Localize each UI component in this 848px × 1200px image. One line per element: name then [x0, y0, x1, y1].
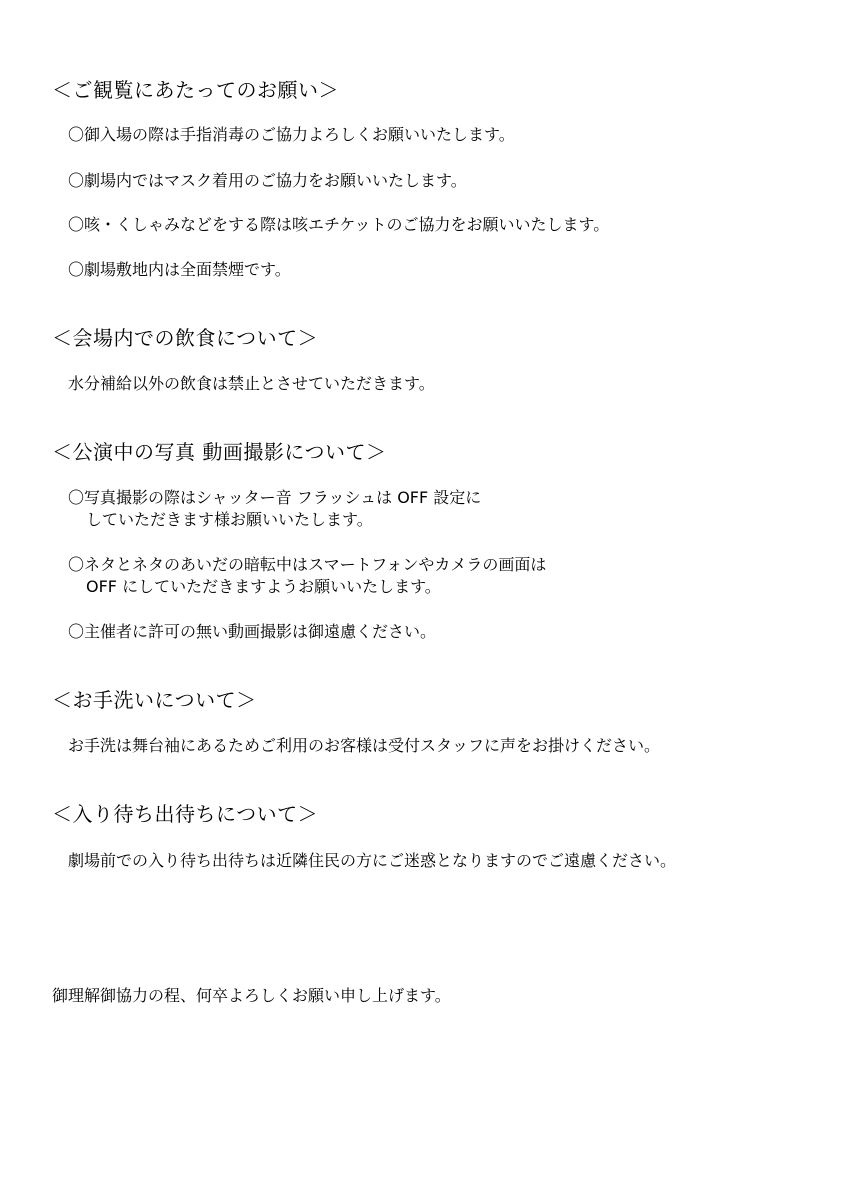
item-cough-etiquette: 〇咳・くしゃみなどをする際は咳エチケットのご協力をお願いいたします。	[68, 215, 610, 234]
item-photo-shutter	[68, 487, 481, 531]
food-rule-text: 水分補給以外の飲食は禁止とさせていただきます。	[68, 374, 435, 393]
item-blackout-screens-line1: 〇ネタとネタのあいだの暗転中はスマートフォンやカメラの画面は	[68, 555, 547, 574]
item-photo-shutter-line2: していただきます様お願いいたします。	[86, 510, 373, 529]
item-mask: 〇劇場内ではマスク着用のご協力をお願いいたします。	[68, 171, 467, 190]
section-heading-waiting: ＜入り待ち出待ちについて＞	[52, 802, 319, 826]
item-blackout-screens	[68, 554, 546, 598]
item-blackout-screens-line2: OFF にしていただきますようお願いいたします。	[86, 577, 441, 596]
section-heading-viewing: ＜ご観覧にあたってのお願い＞	[52, 78, 339, 102]
item-hand-sanitizing: 〇御入場の際は手指消毒のご協力よろしくお願いいたします。	[68, 125, 515, 144]
section-heading-photo: ＜公演中の写真 動画撮影について＞	[52, 440, 387, 464]
item-no-video	[68, 621, 436, 643]
waiting-text: 劇場前での入り待ち出待ちは近隣住民の方にご迷惑となりますのでご遠慮ください。	[68, 851, 677, 870]
section-heading-food: ＜会場内での飲食について＞	[52, 326, 319, 350]
item-photo-shutter-line1: 〇写真撮影の際はシャッター音 フラッシュは OFF 設定に	[68, 488, 482, 507]
item-no-video-line1: 〇主催者に許可の無い動画撮影は御遠慮ください。	[68, 622, 437, 641]
section-heading-restroom: ＜お手洗いについて＞	[52, 688, 257, 712]
item-no-smoking: 〇劇場敷地内は全面禁煙です。	[68, 260, 291, 279]
restroom-text: お手洗は舞台袖にあるためご利用のお客様は受付スタッフに声をお掛けください。	[68, 736, 661, 755]
closing-text: 御理解御協力の程、何卒よろしくお願い申し上げます。	[52, 986, 451, 1005]
